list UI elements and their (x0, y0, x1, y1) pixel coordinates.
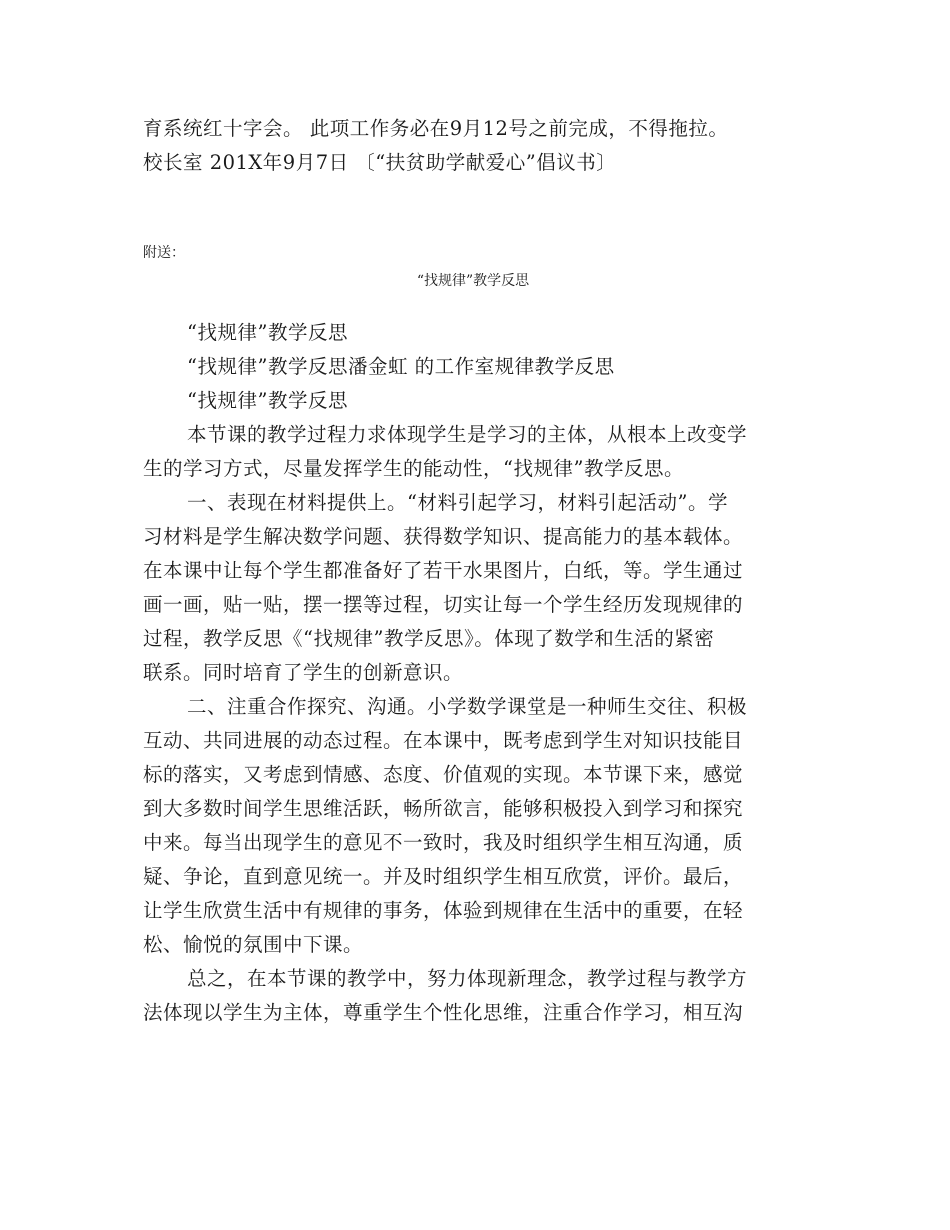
text-line: 法体现以学生为主体，尊重学生个性化思维，注重合作学习，相互沟 (143, 1001, 744, 1024)
section-title: “找规律”教学反思 (416, 273, 530, 289)
text-line: 互动、共同进展的动态过程。在本课中，既考虑到学生对知识技能目 (143, 729, 744, 752)
text-line: 到大多数时间学生思维活跃，畅所欲言，能够积极投入到学习和探究 (143, 797, 744, 820)
paragraph-first-line: 二、注重合作探究、沟通。小学数学课堂是一种师生交往、积极 (187, 695, 748, 718)
paragraph-first-line: 总之，在本节课的教学中，努力体现新理念，教学过程与教学方 (187, 967, 748, 990)
text-line: 育系统红十字会。 此项工作务必在9月12号之前完成，不得拖拉。 (143, 117, 729, 140)
text-line: “找规律”教学反思 (187, 321, 348, 344)
text-line: 疑、争论，直到意见统一。并及时组织学生相互欣赏，评价。最后， (143, 865, 744, 888)
text-line: 校长室 201X年9月7日 〔“扶贫助学献爱心”倡议书〕 (143, 151, 617, 174)
top-paragraph (143, 112, 803, 180)
text-line: 让学生欣赏生活中有规律的事务，体验到规律在生活中的重要，在轻 (143, 899, 744, 922)
text-line: “找规律”教学反思 (187, 389, 348, 412)
text-line: 画一画，贴一贴，摆一摆等过程，切实让每一个学生经历发现规律的 (143, 593, 744, 616)
text-line: 在本课中让每个学生都准备好了若干水果图片，白纸，等。学生通过 (143, 559, 744, 582)
article-body (143, 316, 803, 1030)
text-line: 联系。同时培育了学生的创新意识。 (143, 661, 464, 684)
appendix-label: 附送： (143, 245, 185, 261)
text-line: 标的落实，又考虑到情感、态度、价值观的实现。本节课下来，感觉 (143, 763, 744, 786)
text-line: 习材料是学生解决数学问题、获得数学知识、提高能力的基本载体。 (143, 525, 744, 548)
paragraph-first-line: 一、表现在材料提供上。“材料引起学习，材料引起活动”。学 (187, 491, 728, 514)
text-line: 松、愉悦的氛围中下课。 (143, 933, 364, 956)
text-line: “找规律”教学反思潘金虹 的工作室规律教学反思 (187, 355, 615, 378)
text-line: 过程，教学反思《“找规律”教学反思》。体现了数学和生活的紧密 (143, 627, 715, 650)
paragraph-first-line: 本节课的教学过程力求体现学生是学习的主体，从根本上改变学 (187, 423, 748, 446)
text-line: 中来。每当出现学生的意见不一致时，我及时组织学生相互沟通，质 (143, 831, 744, 854)
text-line: 生的学习方式，尽量发挥学生的能动性，“找规律”教学反思。 (143, 457, 684, 480)
